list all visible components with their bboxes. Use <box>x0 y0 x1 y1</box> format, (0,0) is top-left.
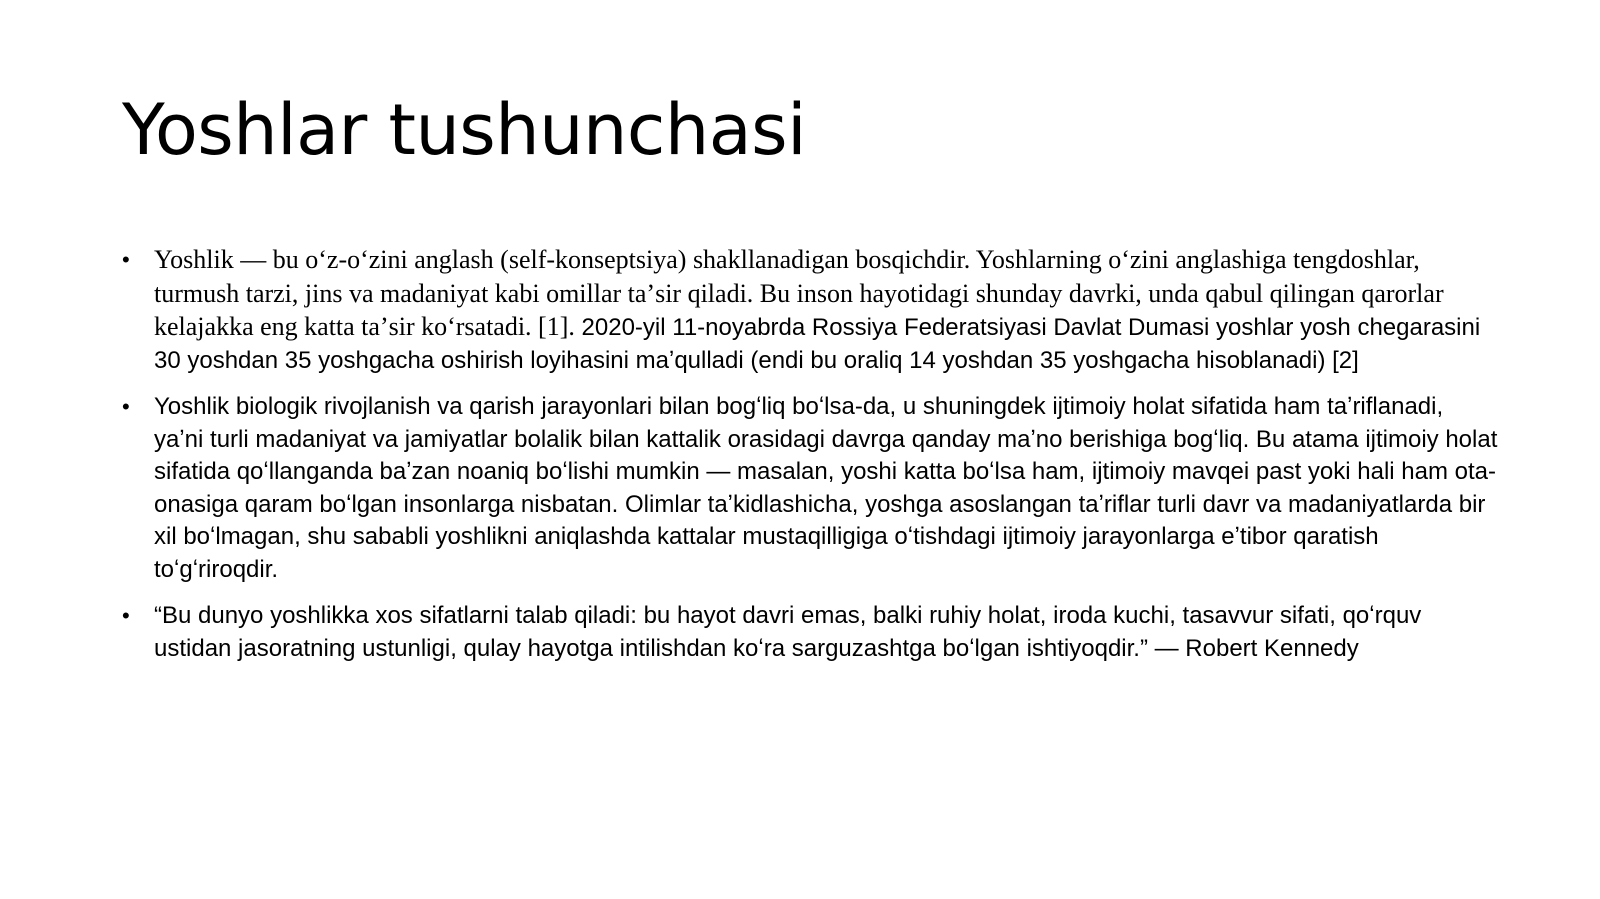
bullet-item-3 <box>118 600 1498 665</box>
slide-content <box>118 244 1498 679</box>
bullet-1-serif-text: Yoshlik — bu oʻz-oʻzini anglash (self-konseptsiya) shakllanadigan bosqichdir. Yoshlarning oʻzini anglashiga tengdoshlar, turmush tarzi, jins va madaniyat kabi omillar taʼsir qiladi. Bu inson hayotidagi shunday davrki, unda qabul qilingan qarorlar kelajakka eng katta taʼsir koʻrsatadi. [1]. <box>154 245 1444 341</box>
bullet-dot: • <box>122 603 130 628</box>
bullet-3-quote-text: “Bu dunyo yoshlikka xos sifatlarni talab qiladi: bu hayot davri emas, balki ruhiy holat, iroda kuchi, tasavvur sifati, qoʻrquv ustidan jasoratning ustunligi, qulay hayotga intilishdan koʻra sarguzashtga boʻlgan ishtiyoqdir.” — Robert Kennedy <box>154 602 1422 662</box>
bullet-dot: • <box>122 394 130 419</box>
bullet-1-sans-text: 2020-yil 11-noyabrda Rossiya Federatsiyasi Davlat Dumasi yoshlar yosh chegarasini 30 yoshdan 35 yoshgacha oshirish loyihasini maʼqulladi (endi bu oraliq 14 yoshdan 35 yoshgacha hisoblanadi) [2] <box>154 314 1481 374</box>
bullet-list <box>118 244 1498 665</box>
bullet-item-2 <box>118 391 1498 586</box>
bullet-2-text: Yoshlik biologik rivojlanish va qarish jarayonlari bilan bogʻliq boʻlsa-da, u shuningdek ijtimoiy holat sifatida ham taʼriflanadi, yaʼni turli madaniyat va jamiyatlar bolalik bilan kattalik orasidagi davrga qanday maʼno berishiga bogʻliq. Bu atama ijtimoiy holat sifatida qoʻllanganda baʼzan noaniq boʻlishi mumkin — masalan, yoshi katta boʻlsa ham, ijtimoiy mavqei past yoki hali ham ota-onasiga qaram boʻlgan insonlarga nisbatan. Olimlar taʼkidlashicha, yoshga asoslangan taʼriflar turli davr va madaniyatlarda bir xil boʻlmagan, shu sababli yoshlikni aniqlashda kattalar mustaqilligiga oʻtishdagi ijtimoiy jarayonlarga eʼtibor qaratish toʻgʻriroqdir. <box>154 393 1498 583</box>
bullet-item-1 <box>118 244 1498 377</box>
bullet-dot: • <box>122 247 130 272</box>
slide-title: Yoshlar tushunchasi <box>122 89 807 171</box>
